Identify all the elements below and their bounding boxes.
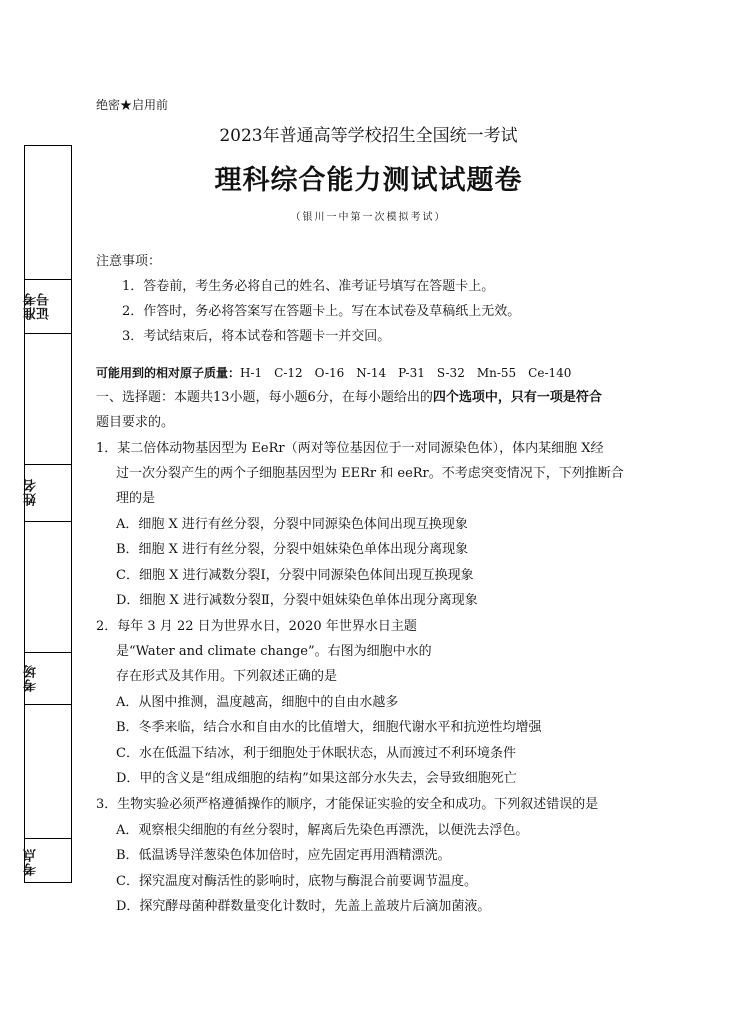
question-option: C．细胞 X 进行减数分裂Ⅰ，分裂中同源染色体间出现互换现象 [116,568,474,583]
question-stem: 存在形式及其作用。下列叙述正确的是 [116,669,338,684]
notice-item: 2．作答时，务必将答案写在答题卡上。写在本试卷及草稿纸上无效。 [122,304,521,319]
binding-margin-box [24,145,72,883]
notice-item: 3．考试结束后，将本试卷和答题卡一并交回。 [122,329,391,344]
binding-divider [25,652,71,653]
question-stem: 1．某二倍体动物基因型为 EeRr（两对等位基因位于一对同源染色体），体内某细胞 X经 [96,441,604,456]
exam-name: 2023年普通高等学校招生全国统一考试 [219,126,518,146]
question-option: D．甲的含义是“组成细胞的结构”如果这部分水失去，会导致细胞死亡 [116,771,517,786]
binding-divider [25,279,71,280]
notice-heading: 注意事项： [96,254,162,269]
question-option: B．细胞 X 进行有丝分裂，分裂中姐妹染色单体出现分离现象 [116,542,469,557]
confidential-mark: 绝密★启用前 [96,98,169,112]
question-option: B．冬季来临，结合水和自由水的比值增大，细胞代谢水平和抗逆性均增强 [116,720,542,735]
binding-divider [25,464,71,465]
side-label-site: 考点 [24,848,39,876]
side-label-room: 考场 [24,664,39,692]
section-intro-end: 题目要求的。 [96,415,175,430]
question-option: C．探究温度对酶活性的影响时，底物与酶混合前要调节温度。 [116,874,477,889]
question-stem: 3．生物实验必须严格遵循操作的顺序，才能保证实验的安全和成功。下列叙述错误的是 [96,797,599,812]
binding-divider [25,704,71,705]
atomic-masses-label: 可能用到的相对原子质量： [96,366,241,380]
question-stem: 过一次分裂产生的两个子细胞基因型为 EERr 和 eeRr。不考虑突变情况下，下列推断合 [116,466,624,481]
side-label-name: 姓名 [24,478,39,506]
binding-divider [25,333,71,334]
question-stem: 2．每年 3 月 22 日为世界水日，2020 年世界水日主题 [96,619,417,634]
question-option: D．探究酵母菌种群数量变化计数时，先盖上盖玻片后滴加菌液。 [116,899,491,914]
page-subtitle: （银川一中第一次模拟考试） [290,212,447,223]
section-intro-text: 一、选择题：本题共13小题，每小题6分，在每小题给出的 [96,390,433,405]
question-option: D．细胞 X 进行减数分裂Ⅱ，分裂中姐妹染色单体出现分离现象 [116,593,478,608]
section-intro [96,388,602,408]
question-option: A．细胞 X 进行有丝分裂，分裂中同源染色体间出现互换现象 [116,517,468,532]
question-option: A．从图中推测，温度越高，细胞中的自由水越多 [116,695,399,710]
atomic-masses-values: H-1 C-12 O-16 N-14 P-31 S-32 Mn-55 Ce-140 [240,366,572,380]
section-intro-emphasis: 四个选项中，只有一项是符合 [432,390,602,405]
side-label-exam-number: 准考证号 [24,292,52,320]
question-option: A．观察根尖细胞的有丝分裂时，解离后先染色再漂洗，以便洗去浮色。 [116,823,529,838]
page-title: 理科综合能力测试试题卷 [214,165,523,196]
atomic-masses [96,363,571,383]
binding-divider [25,838,71,839]
notice-item: 1．答卷前，考生务必将自己的姓名、准考证号填写在答题卡上。 [122,279,495,294]
question-stem: 是“Water and climate change”。右图为细胞中水的 [116,644,432,659]
question-option: C．水在低温下结冰，利于细胞处于休眠状态，从而渡过不利环境条件 [116,746,516,761]
binding-divider [25,521,71,522]
question-stem: 理的是 [116,491,156,506]
question-option: B．低温诱导洋葱染色体加倍时，应先固定再用酒精漂洗。 [116,848,451,863]
